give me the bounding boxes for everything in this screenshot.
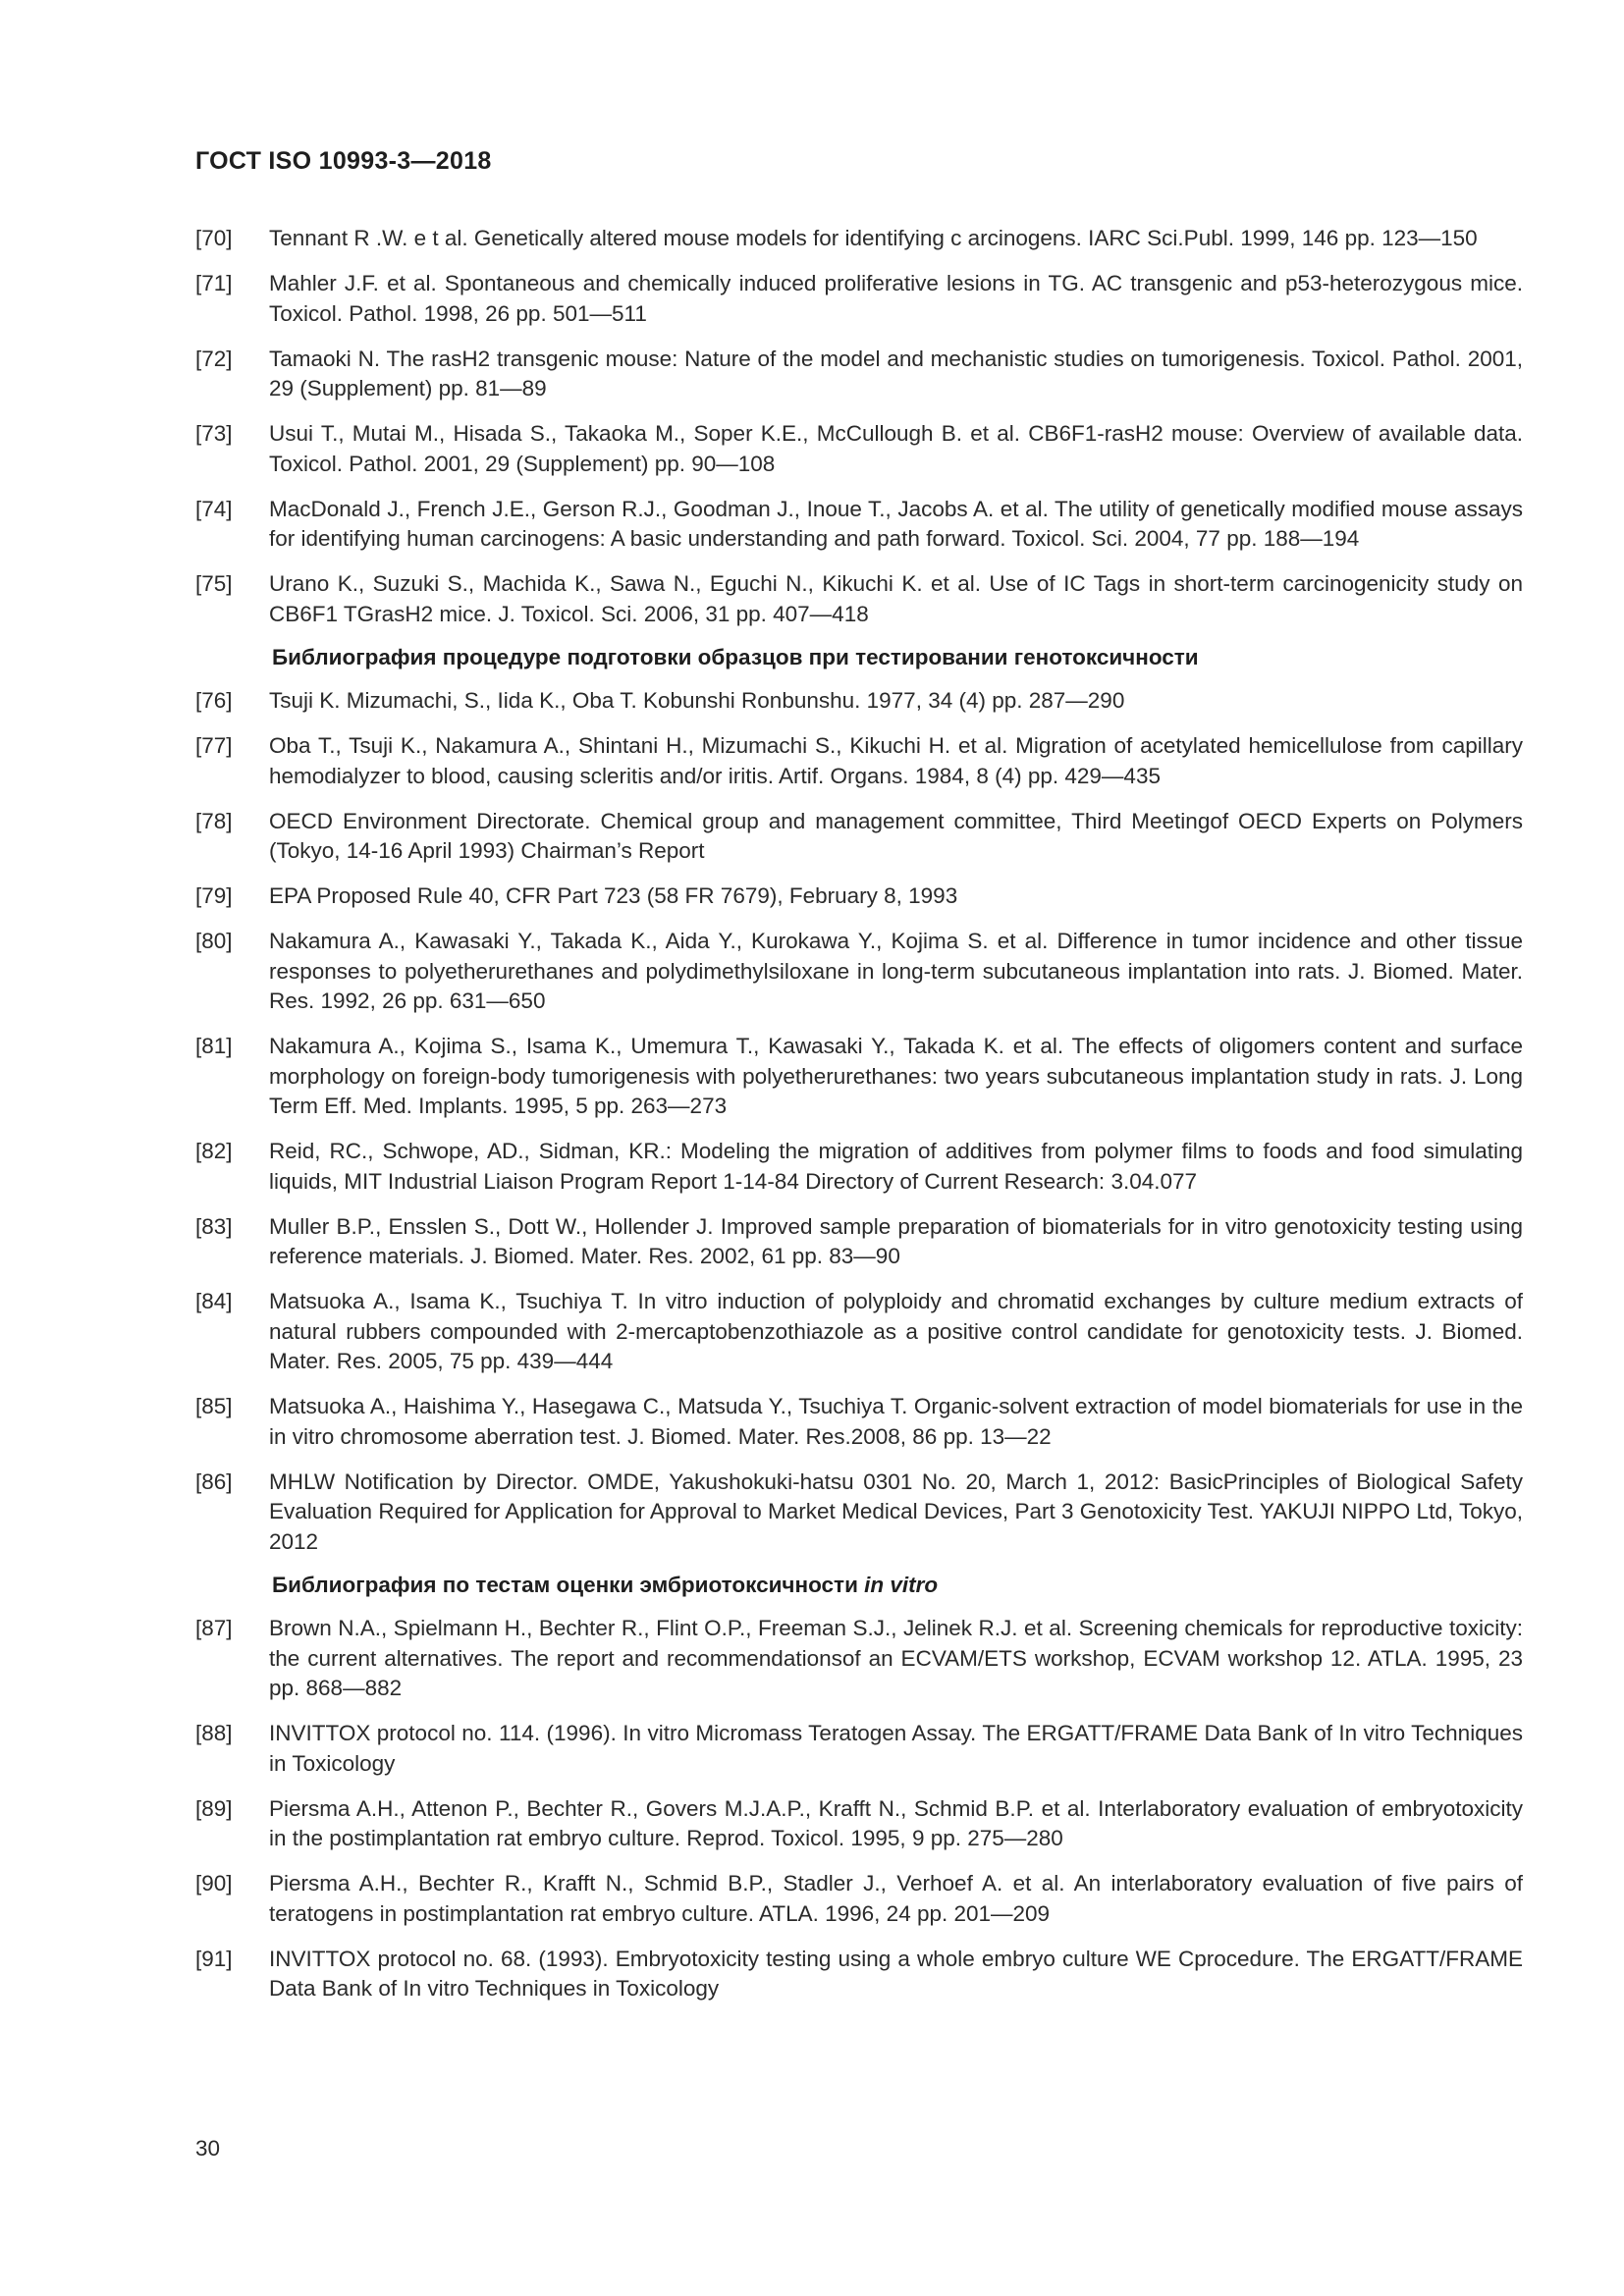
reference-text: Tamaoki N. The rasH2 transgenic mouse: Nature of the model and mechanistic studies on tumorigenesis. Toxicol. Pathol. 2001, 29 (Supplement) pp. 81—89 [269, 346, 1523, 400]
reference-number: [73] [195, 421, 233, 446]
reference-text: Reid, RC., Schwope, AD., Sidman, KR.: Modeling the migration of additives from polymer films to foods and food simulating liquids, MIT Industrial Liaison Program Report 1-14-84 Directory of Current Research: 3.04.077 [269, 1139, 1523, 1194]
reference-item [195, 569, 1523, 629]
reference-item [195, 1212, 1523, 1272]
reference-number: [86] [195, 1468, 233, 1494]
reference-number: [89] [195, 1795, 233, 1821]
document-header: ГОСТ ISO 10993-3—2018 [195, 147, 492, 175]
reference-text: INVITTOX protocol no. 68. (1993). Embryotoxicity testing using a whole embryo culture WE Cprocedure. The ERGATT/FRAME Data Bank of In vitro Techniques in Toxicology [269, 1946, 1523, 2001]
reference-item [195, 1794, 1523, 1854]
reference-number: [91] [195, 1946, 233, 1971]
reference-item [195, 1719, 1523, 1779]
reference-number: [72] [195, 346, 233, 371]
reference-number: [90] [195, 1871, 233, 1896]
reference-text: Nakamura A., Kojima S., Isama K., Umemura T., Kawasaki Y., Takada K. et al. The effects of oligomers content and surface morphology on foreign-body tumorigenesis with polyetherurethanes: two years subcutaneous implantation study in rats. J. Long Term Eff. Med. Implants. 1995, 5 pp. 263—273 [269, 1034, 1523, 1118]
reference-item [195, 1032, 1523, 1122]
reference-item [195, 881, 1523, 912]
reference-text: Nakamura A., Kawasaki Y., Takada K., Aida Y., Kurokawa Y., Kojima S. et al. Difference in tumor incidence and other tissue responses to polyetherurethanes and polydimethylsiloxane in long-term subcutaneous implantation into rats. J. Biomed. Mater. Res. 1992, 26 pp. 631—650 [269, 929, 1523, 1013]
reference-item [195, 1614, 1523, 1704]
reference-text: Piersma A.H., Bechter R., Krafft N., Schmid B.P., Stadler J., Verhoef A. et al. An interlaboratory evaluation of five pairs of teratogens in postimplantation rat embryo culture. ATLA. 1996, 24 pp. 201—209 [269, 1871, 1523, 1926]
reference-item [195, 807, 1523, 867]
reference-text: Matsuoka A., Isama K., Tsuchiya T. In vitro induction of polyploidy and chromatid exchanges by culture medium extracts of natural rubbers compounded with 2-mercaptobenzothiazole as a positive control candidate for genotoxicity tests. J. Biomed. Mater. Res. 2005, 75 pp. 439—444 [269, 1289, 1523, 1373]
reference-number: [81] [195, 1034, 233, 1058]
reference-item [195, 1137, 1523, 1197]
section-heading-italic: in vitro [864, 1572, 939, 1597]
reference-text: Urano K., Suzuki S., Machida K., Sawa N., Eguchi N., Kikuchi K. et al. Use of IC Tags in short-term carcinogenicity study on CB6F1 TGrasH2 mice. J. Toxicol. Sci. 2006, 31 pp. 407—418 [269, 571, 1523, 626]
reference-number: [85] [195, 1394, 233, 1418]
reference-item [195, 927, 1523, 1017]
reference-text: INVITTOX protocol no. 114. (1996). In vitro Micromass Teratogen Assay. The ERGATT/FRAME Data Bank of In vitro Techniques in Toxicology [269, 1721, 1523, 1776]
reference-number: [75] [195, 571, 233, 596]
reference-item [195, 269, 1523, 329]
reference-number: [79] [195, 883, 233, 908]
reference-number: [74] [195, 496, 233, 521]
reference-number: [78] [195, 808, 233, 833]
reference-list-c [195, 1614, 1523, 2004]
reference-list-b [195, 686, 1523, 1557]
reference-number: [82] [195, 1139, 233, 1163]
reference-text: Tsuji K. Mizumachi, S., Iida K., Oba T. Kobunshi Ronbunshu. 1977, 34 (4) pp. 287—290 [269, 688, 1125, 713]
reference-item [195, 686, 1523, 717]
reference-item [195, 731, 1523, 791]
reference-number: [87] [195, 1616, 233, 1640]
reference-number: [88] [195, 1721, 233, 1745]
reference-text: OECD Environment Directorate. Chemical group and management committee, Third Meetingof OECD Experts on Polymers (Tokyo, 14-16 April 1993) Chairman’s Report [269, 808, 1523, 863]
reference-text: Muller B.P., Ensslen S., Dott W., Hollender J. Improved sample preparation of biomaterials for in vitro genotoxicity testing using reference materials. J. Biomed. Mater. Res. 2002, 61 pp. 83—90 [269, 1213, 1523, 1268]
reference-text: MacDonald J., French J.E., Gerson R.J., Goodman J., Inoue T., Jacobs A. et al. The utility of genetically modified mouse assays for identifying human carcinogens: A basic understanding and path forward. Toxicol. Sci. 2004, 77 pp. 188—194 [269, 496, 1523, 551]
reference-text: EPA Proposed Rule 40, CFR Part 723 (58 FR 7679), February 8, 1993 [269, 883, 958, 908]
reference-item [195, 224, 1523, 254]
reference-text: Piersma A.H., Attenon P., Bechter R., Govers M.J.A.P., Krafft N., Schmid B.P. et al. Interlaboratory evaluation of embryotoxicity in the postimplantation rat embryo culture. Reprod. Toxicol. 1995, 9 pp. 275—280 [269, 1795, 1523, 1850]
section-heading-embryotoxicity [195, 1571, 1523, 1601]
reference-text: Oba T., Tsuji K., Nakamura A., Shintani H., Mizumachi S., Kikuchi H. et al. Migration of acetylated hemicellulose from capillary hemodialyzer to blood, causing scleritis and/or iritis. Artif. Organs. 1984, 8 (4) pp. 429—435 [269, 733, 1523, 788]
reference-number: [70] [195, 226, 233, 250]
reference-text: Brown N.A., Spielmann H., Bechter R., Flint O.P., Freeman S.J., Jelinek R.J. et al. Screening chemicals for reproductive toxicity: the current alternatives. The report and recommendationsof an ECVAM/ETS workshop, ECVAM workshop 12. ATLA. 1995, 23 pp. 868—882 [269, 1616, 1523, 1700]
bibliography [195, 224, 1523, 2019]
reference-number: [84] [195, 1289, 233, 1313]
reference-number: [76] [195, 688, 233, 713]
reference-text: MHLW Notification by Director. OMDE, Yakushokuki-hatsu 0301 No. 20, March 1, 2012: BasicPrinciples of Biological Safety Evaluation Required for Application for Approval to Market Medical Devices, Part 3 Genotoxicity Test. YAKUJI NIPPO Ltd, Tokyo, 2012 [269, 1468, 1523, 1554]
reference-item [195, 495, 1523, 555]
reference-item [195, 1392, 1523, 1452]
reference-item [195, 419, 1523, 479]
section-heading-text: Библиография по тестам оценки эмбриотоксичности [272, 1572, 858, 1597]
section-heading-genotoxicity: Библиография процедуре подготовки образцов при тестировании генотоксичности [272, 644, 1199, 669]
reference-text: Matsuoka A., Haishima Y., Hasegawa C., Matsuda Y., Tsuchiya T. Organic-solvent extraction of model biomaterials for use in the in vitro chromosome aberration test. J. Biomed. Mater. Res.2008, 86 pp. 13—22 [269, 1394, 1523, 1449]
page-number: 30 [195, 2136, 221, 2161]
reference-number: [71] [195, 271, 233, 295]
reference-text: Usui T., Mutai M., Hisada S., Takaoka M., Soper K.E., McCullough B. et al. CB6F1-rasH2 mouse: Overview of available data. Toxicol. Pathol. 2001, 29 (Supplement) pp. 90—108 [269, 421, 1523, 476]
reference-text: Mahler J.F. et al. Spontaneous and chemically induced proliferative lesions in TG. AC transgenic and p53-heterozygous mice. Toxicol. Pathol. 1998, 26 pp. 501—511 [269, 271, 1523, 326]
reference-number: [77] [195, 733, 233, 758]
reference-item [195, 1869, 1523, 1929]
reference-number: [80] [195, 929, 233, 953]
reference-text: Tennant R .W. e t al. Genetically altered mouse models for identifying c arcinogens. IARC Sci.Publ. 1999, 146 pp. 123—150 [269, 226, 1478, 250]
reference-item [195, 1287, 1523, 1377]
reference-item [195, 1945, 1523, 2004]
reference-item [195, 345, 1523, 404]
reference-item [195, 1468, 1523, 1558]
reference-number: [83] [195, 1213, 233, 1239]
reference-list-a [195, 224, 1523, 629]
